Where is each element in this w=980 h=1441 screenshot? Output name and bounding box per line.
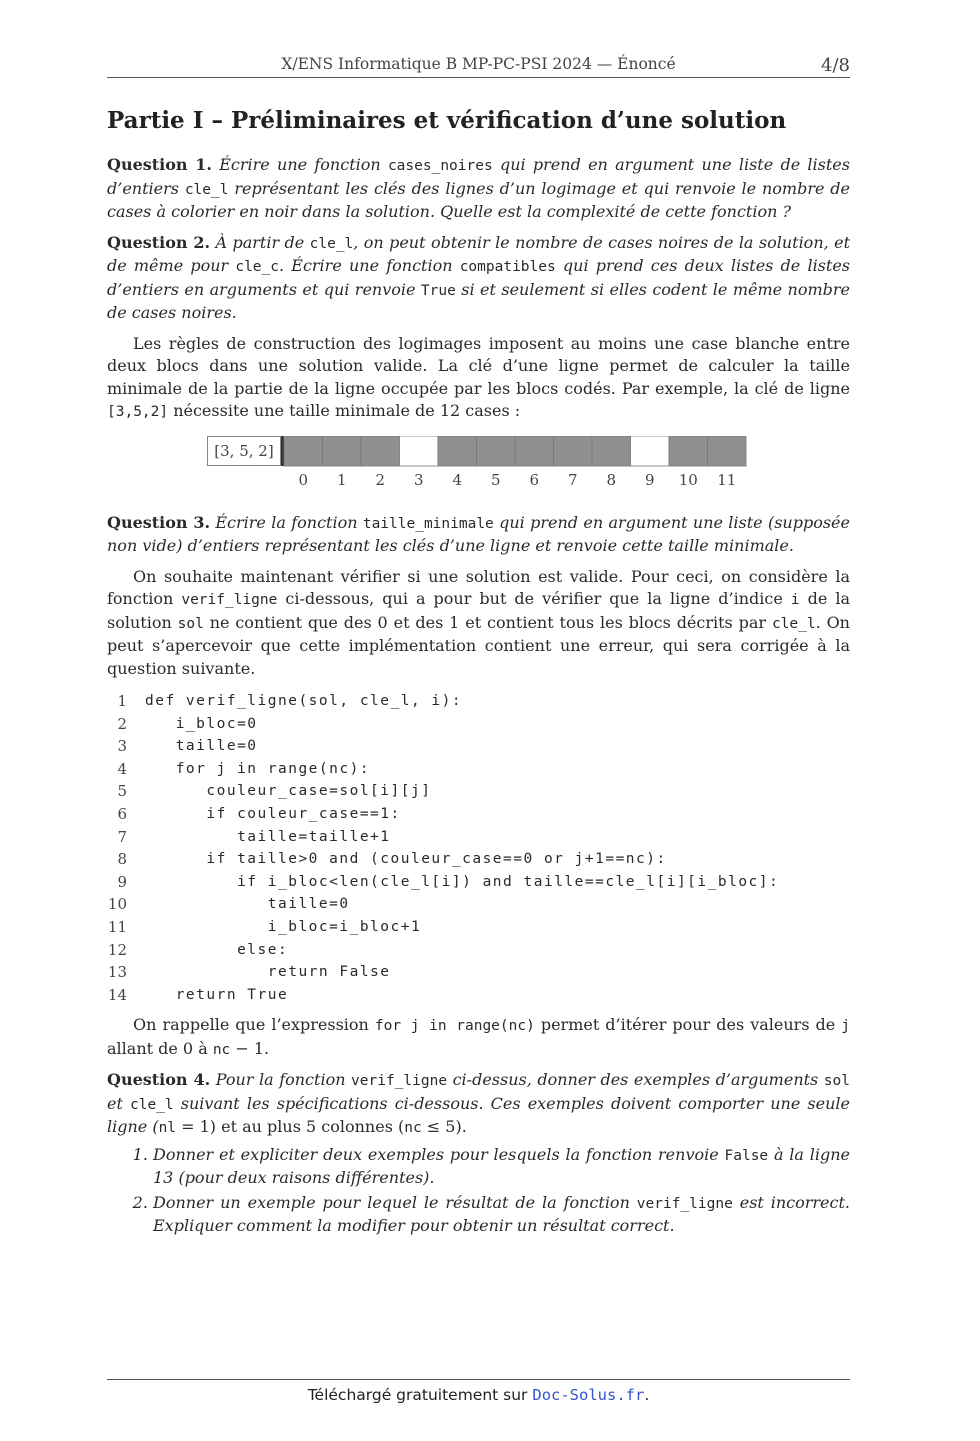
page-body — [107, 106, 850, 1240]
header-rule — [107, 77, 850, 78]
question-3 — [107, 512, 850, 558]
code-line-source: i_bloc=0 — [145, 715, 258, 732]
code-line — [107, 939, 850, 962]
q2-text-1: À partir de — [215, 232, 310, 252]
footer-text: Téléchargé gratuitement sur — [307, 1386, 533, 1404]
question-1 — [107, 154, 850, 224]
code-line-source: i_bloc=i_bloc+1 — [145, 918, 422, 935]
q1-code-2: cle_l — [184, 181, 229, 198]
code-line — [107, 893, 850, 916]
figure-key-label: [3, 5, 2] — [207, 436, 281, 466]
page-footer — [107, 1386, 850, 1404]
q4-code-1: verif_ligne — [351, 1073, 448, 1090]
black-cell — [477, 436, 516, 466]
code-line — [107, 984, 850, 1007]
para2-text-4: ne contient que des 0 et des 1 et contient tous les blocs décrits par — [203, 612, 772, 632]
black-cell — [438, 436, 477, 466]
code-line-number: 8 — [117, 850, 127, 869]
code-line-number: 11 — [107, 917, 127, 936]
code-line-number: 2 — [117, 714, 127, 733]
black-cell — [323, 436, 362, 466]
para2-text-3: de la solution — [107, 589, 851, 632]
code-line — [107, 826, 850, 849]
code-line-number: 7 — [117, 827, 127, 846]
q4-item2-code: verif_ligne — [636, 1195, 733, 1212]
question-4-item-2 — [153, 1192, 850, 1238]
question-4-item-1 — [153, 1144, 850, 1190]
para2-code-1: verif_ligne — [181, 592, 278, 608]
cells-grid — [107, 436, 850, 492]
q2-code-2: cle_c — [235, 259, 279, 275]
header-title: X/ENS Informatique B MP-PC-PSI 2024 — Énoncé — [281, 55, 676, 73]
q2-code-4: True — [420, 282, 456, 299]
para2-code-2: i — [790, 592, 800, 608]
code-line — [107, 780, 850, 803]
cell-index-label: 8 — [606, 470, 617, 489]
para1-text-2: nécessite une taille minimale de 12 cases : — [168, 401, 521, 420]
cell-index-label: 9 — [644, 470, 655, 489]
cell-index-label: 10 — [678, 470, 698, 489]
page-header — [107, 55, 850, 77]
question-3-label: Question 3. — [107, 512, 211, 532]
para2-text-5: . On peut s’apercevoir que cette implémentation contient une erreur, qui sera corrigée à la question suivante. — [107, 612, 850, 678]
page-number: 4/8 — [821, 55, 850, 76]
black-cell — [708, 436, 747, 466]
code-line — [107, 916, 850, 939]
code-line-source: taille=0 — [145, 896, 350, 913]
code-line-number: 14 — [107, 985, 127, 1004]
code-line-source: def verif_ligne(sol, cle_l, i): — [145, 693, 463, 709]
q4-text-4: suivant les spécifications ci-dessous. Ces exemples doivent comporter une seule ligne ( — [107, 1093, 851, 1137]
q2-text-2: , on peut obtenir le nombre de cases noires de la solution, et de même pour — [107, 232, 851, 275]
q4-code-3: cle_l — [130, 1096, 174, 1113]
q4-text-1: Pour la fonction — [215, 1070, 352, 1090]
para3-code-3: nc — [212, 1041, 231, 1058]
q4-item1-code: False — [724, 1147, 769, 1164]
question-1-label: Question 1. — [107, 155, 212, 174]
code-line — [107, 961, 850, 984]
code-line-number: 12 — [107, 940, 127, 959]
code-line-number: 1 — [117, 692, 127, 710]
code-line-source: return True — [145, 986, 289, 1003]
black-cell — [669, 436, 708, 466]
para3-code-2: j — [841, 1018, 851, 1035]
code-line — [107, 690, 850, 713]
para1-text-1: Les règles de construction des logimages imposent au moins une case blanche entre deux blocs dans une solution valide. La clé d’une ligne permet de calculer la taille minimale de la partie de la ligne occupée par les blocs codés. Par exemple, la clé de ligne — [107, 333, 850, 398]
q2-text-4: qui prend ces deux listes de listes d’entiers en arguments et qui renvoie — [107, 256, 850, 299]
cell-index-label: 7 — [567, 470, 578, 489]
question-4-label: Question 4. — [107, 1070, 211, 1090]
para3-text-3: allant de 0 à — [107, 1038, 213, 1058]
code-line-number: 10 — [107, 895, 127, 914]
paragraph-min-size — [107, 333, 850, 424]
q2-code-1: cle_l — [309, 235, 354, 252]
code-line-source: if i_bloc<len(cle_l[i]) and taille==cle_l[i][i_bloc]: — [145, 873, 780, 890]
q4-code-5: nc — [404, 1120, 422, 1137]
paragraph-verif — [107, 566, 850, 681]
q3-text-1: Écrire la fonction — [215, 512, 363, 532]
code-line-source: couleur_case=sol[i][j] — [145, 783, 432, 800]
code-line-number: 3 — [117, 737, 127, 756]
q4-text-3: et — [107, 1093, 131, 1113]
key-figure — [107, 436, 850, 492]
black-cell — [361, 436, 400, 466]
code-line-source: for j in range(nc): — [145, 760, 371, 777]
cell-index-label: 5 — [490, 470, 501, 489]
paragraph-range — [107, 1014, 850, 1061]
code-line — [107, 871, 850, 894]
code-line — [107, 713, 850, 736]
question-4-list — [107, 1144, 850, 1238]
cell-index-label: 2 — [375, 470, 386, 489]
para2-text-1: On souhaite maintenant vérifier si une solution est valide. Pour ceci, on considère la fonction — [107, 566, 850, 608]
q2-text-5: si et seulement si elles codent le même nombre de cases noires. — [107, 279, 851, 322]
para3-text-4: − 1. — [230, 1038, 270, 1058]
code-line-number: 13 — [107, 963, 127, 982]
white-cell — [631, 436, 670, 466]
code-line-number: 6 — [117, 804, 127, 823]
white-cell — [400, 436, 439, 466]
code-line — [107, 848, 850, 871]
question-2 — [107, 232, 850, 325]
q1-text-2: qui prend en argument une liste de listes d’entiers — [107, 155, 850, 198]
grid-separator — [281, 436, 284, 466]
cell-index-label: 6 — [529, 470, 540, 489]
q2-text-3: . Écrire une fonction — [279, 256, 460, 275]
footer-end: . — [644, 1386, 650, 1404]
q4-item2-text-1: Donner un exemple pour lequel le résultat de la fonction — [153, 1192, 637, 1212]
q4-item1-text-2: à la ligne 13 (pour deux raisons différentes). — [153, 1144, 851, 1188]
question-4 — [107, 1069, 850, 1140]
code-listing — [107, 690, 850, 1006]
code-line-source: taille=0 — [145, 738, 258, 755]
black-cell — [554, 436, 593, 466]
para2-code-4: cle_l — [771, 615, 816, 632]
cell-index-label: 11 — [717, 470, 737, 489]
code-line-number: 4 — [117, 759, 127, 778]
q4-item2-text-2: est incorrect. Expliquer comment la modifier pour obtenir un résultat correct. — [153, 1192, 850, 1236]
question-2-label: Question 2. — [107, 232, 211, 252]
q1-text-3: représentant les clés des lignes d’un logimage et qui renvoie le nombre de cases à colorier en noir dans la solution. Quelle est la complexité de cette fonction ? — [107, 178, 851, 221]
code-line-source: if taille>0 and (couleur_case==0 or j+1==nc): — [145, 851, 667, 868]
code-line-source: taille=taille+1 — [145, 828, 391, 845]
section-title: Partie I – Préliminaires et vérification d’une solution — [107, 107, 787, 134]
cell-index-label: 0 — [298, 470, 309, 489]
q1-text-1: Écrire une fonction — [219, 155, 388, 174]
para3-code-1: for j in range(nc) — [374, 1018, 535, 1035]
cell-index-label: 1 — [336, 470, 347, 489]
code-line — [107, 735, 850, 758]
q4-text-6: ≤ 5). — [421, 1117, 467, 1137]
code-line — [107, 803, 850, 826]
q4-code-4: nl — [158, 1120, 177, 1137]
black-cell — [592, 436, 631, 466]
code-line-number: 5 — [117, 782, 127, 801]
q4-text-5: = 1) et au plus 5 colonnes ( — [176, 1117, 405, 1137]
code-line-source: else: — [145, 941, 289, 958]
code-line-source: return False — [145, 964, 391, 981]
black-cell — [515, 436, 554, 466]
para3-text-2: permet d’itérer pour des valeurs de — [534, 1015, 842, 1035]
para3-text-1: On rappelle que l’expression — [133, 1015, 375, 1035]
q3-code-1: taille_minimale — [362, 515, 494, 532]
cell-index-label: 3 — [413, 470, 424, 489]
q4-text-2: ci-dessus, donner des exemples d’arguments — [447, 1070, 824, 1090]
q4-code-2: sol — [823, 1073, 850, 1090]
q4-item1-text-1: Donner et expliciter deux exemples pour lesquels la fonction renvoie — [153, 1144, 725, 1164]
code-line-number: 9 — [117, 872, 127, 891]
q3-text-2: qui prend en argument une liste (supposée non vide) d’entiers représentant les clés d’une ligne et renvoie cette taille minimale. — [107, 512, 850, 555]
para1-code-1: [3,5,2] — [107, 404, 169, 420]
footer-link[interactable]: Doc-Solus.fr — [532, 1386, 645, 1404]
q1-code-1: cases_noires — [387, 158, 493, 174]
para2-code-3: sol — [177, 615, 204, 632]
para2-text-2: ci-dessous, qui a pour but de vérifier que la ligne d’indice — [277, 589, 791, 608]
black-cell — [284, 436, 323, 466]
code-line — [107, 758, 850, 781]
code-line-source: if couleur_case==1: — [145, 805, 401, 822]
cell-index-label: 4 — [452, 470, 463, 489]
footer-rule — [107, 1379, 850, 1380]
q2-code-3: compatibles — [459, 259, 556, 275]
